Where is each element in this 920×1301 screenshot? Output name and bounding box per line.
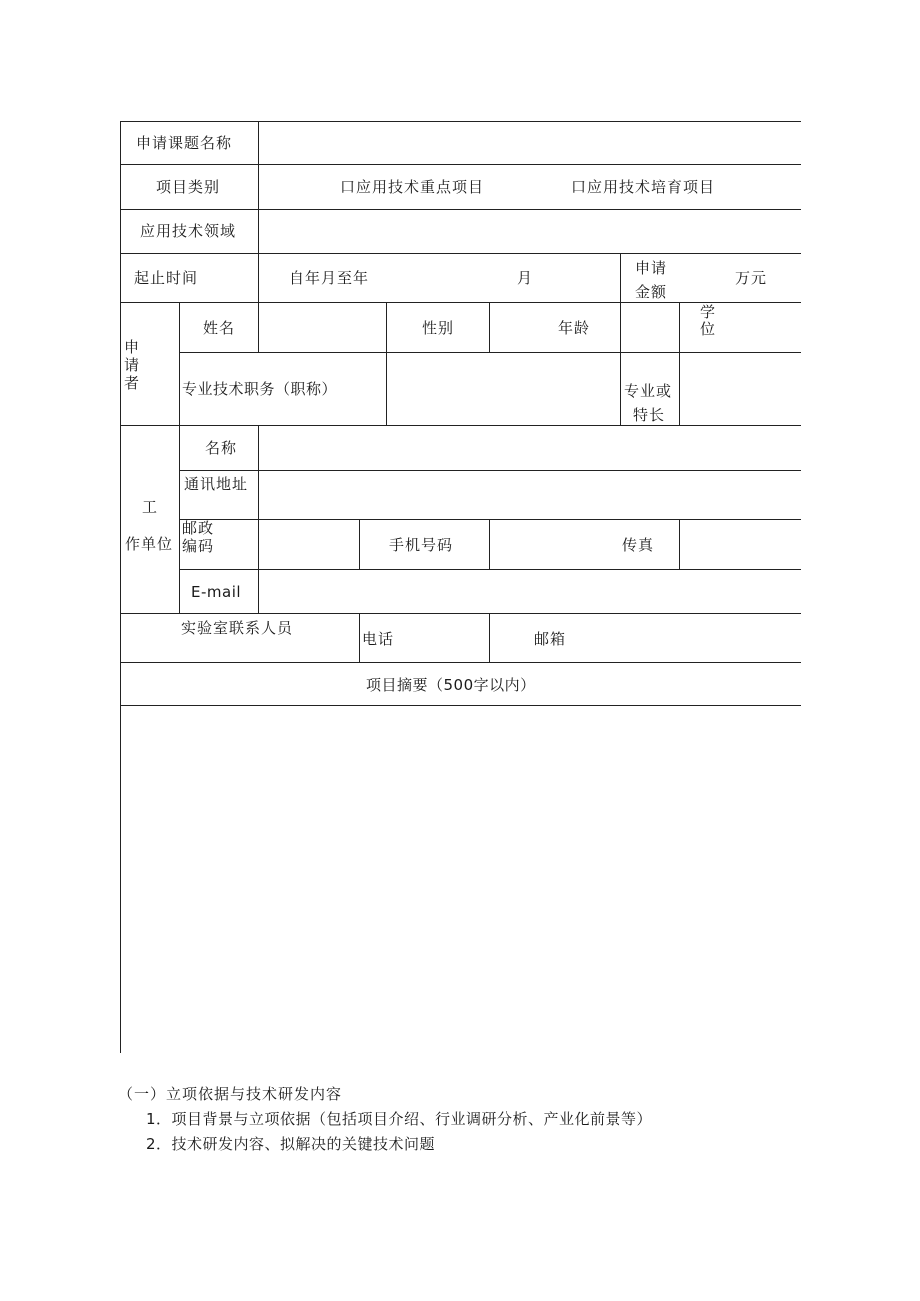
period-from-text: 自年月至年 xyxy=(289,269,370,287)
section-item-2: 2．技术研发内容、拟解决的关键技术问题 xyxy=(146,1135,436,1153)
specialty-label-line2: 特长 xyxy=(633,406,666,424)
name-label: 姓名 xyxy=(203,319,236,337)
table-line xyxy=(120,662,801,663)
period-month-text: 月 xyxy=(517,269,534,287)
table-line xyxy=(359,613,360,662)
degree-label-line2: 位 xyxy=(700,320,717,338)
section-heading: （一）立项依据与技术研发内容 xyxy=(118,1085,343,1103)
table-line xyxy=(679,519,680,569)
table-line xyxy=(120,425,801,426)
mobile-label: 手机号码 xyxy=(389,536,454,554)
table-line xyxy=(179,569,801,570)
table-line xyxy=(179,352,801,353)
amount-unit: 万元 xyxy=(735,269,768,287)
table-line xyxy=(386,302,387,425)
table-line xyxy=(120,613,801,614)
table-line xyxy=(489,519,490,569)
amount-label-line2: 金额 xyxy=(635,283,668,301)
table-line xyxy=(258,121,259,302)
summary-label: 项目摘要（500字以内） xyxy=(366,676,536,694)
table-line xyxy=(620,253,621,302)
section-item-1: 1．项目背景与立项依据（包括项目介绍、行业调研分析、产业化前景等） xyxy=(146,1110,653,1128)
table-line xyxy=(679,302,680,425)
postcode-label-line2: 编码 xyxy=(182,537,215,555)
work-unit-side-label-2: 作单位 xyxy=(125,535,174,553)
table-line xyxy=(258,425,259,613)
table-line xyxy=(258,302,259,352)
work-unit-side-label-1: 工 xyxy=(142,498,159,516)
summary-text-area[interactable] xyxy=(121,706,801,1053)
table-line xyxy=(120,302,801,303)
specialty-label-line1: 专业或 xyxy=(624,382,673,400)
gender-label: 性别 xyxy=(422,319,455,337)
table-line xyxy=(120,164,801,165)
age-label: 年龄 xyxy=(558,319,591,337)
category-label: 项目类别 xyxy=(156,178,221,196)
email-label: E-mail xyxy=(191,583,242,601)
mailbox-label: 邮箱 xyxy=(534,630,567,648)
professional-title-label: 专业技术职务（职称） xyxy=(182,380,338,398)
period-label: 起止时间 xyxy=(134,269,199,287)
table-line xyxy=(489,613,490,662)
table-line xyxy=(120,121,801,122)
topic-label: 申请课题名称 xyxy=(136,134,233,152)
table-line xyxy=(359,519,360,569)
table-line xyxy=(120,209,801,210)
category-option-cultivation-project[interactable]: 口应用技术培育项目 xyxy=(571,178,716,196)
amount-label-line1: 申请 xyxy=(635,259,668,277)
address-label: 通讯地址 xyxy=(184,475,249,493)
unit-name-label: 名称 xyxy=(205,439,238,457)
table-line xyxy=(120,253,801,254)
degree-label-line1: 学 xyxy=(700,303,717,321)
table-line xyxy=(179,519,801,520)
phone-label: 电话 xyxy=(362,630,395,648)
table-line xyxy=(620,302,621,425)
postcode-label-line1: 邮政 xyxy=(182,519,215,537)
field-label: 应用技术领域 xyxy=(140,222,237,240)
table-line xyxy=(179,470,801,471)
applicant-side-label-2: 请 xyxy=(124,356,141,374)
applicant-side-label-3: 者 xyxy=(124,374,141,392)
fax-label: 传真 xyxy=(622,536,655,554)
table-line xyxy=(179,425,180,613)
category-option-key-project[interactable]: 口应用技术重点项目 xyxy=(340,178,485,196)
table-line xyxy=(179,302,180,425)
lab-contact-label: 实验室联系人员 xyxy=(181,619,294,637)
applicant-side-label-1: 申 xyxy=(124,338,141,356)
table-line xyxy=(489,302,490,352)
